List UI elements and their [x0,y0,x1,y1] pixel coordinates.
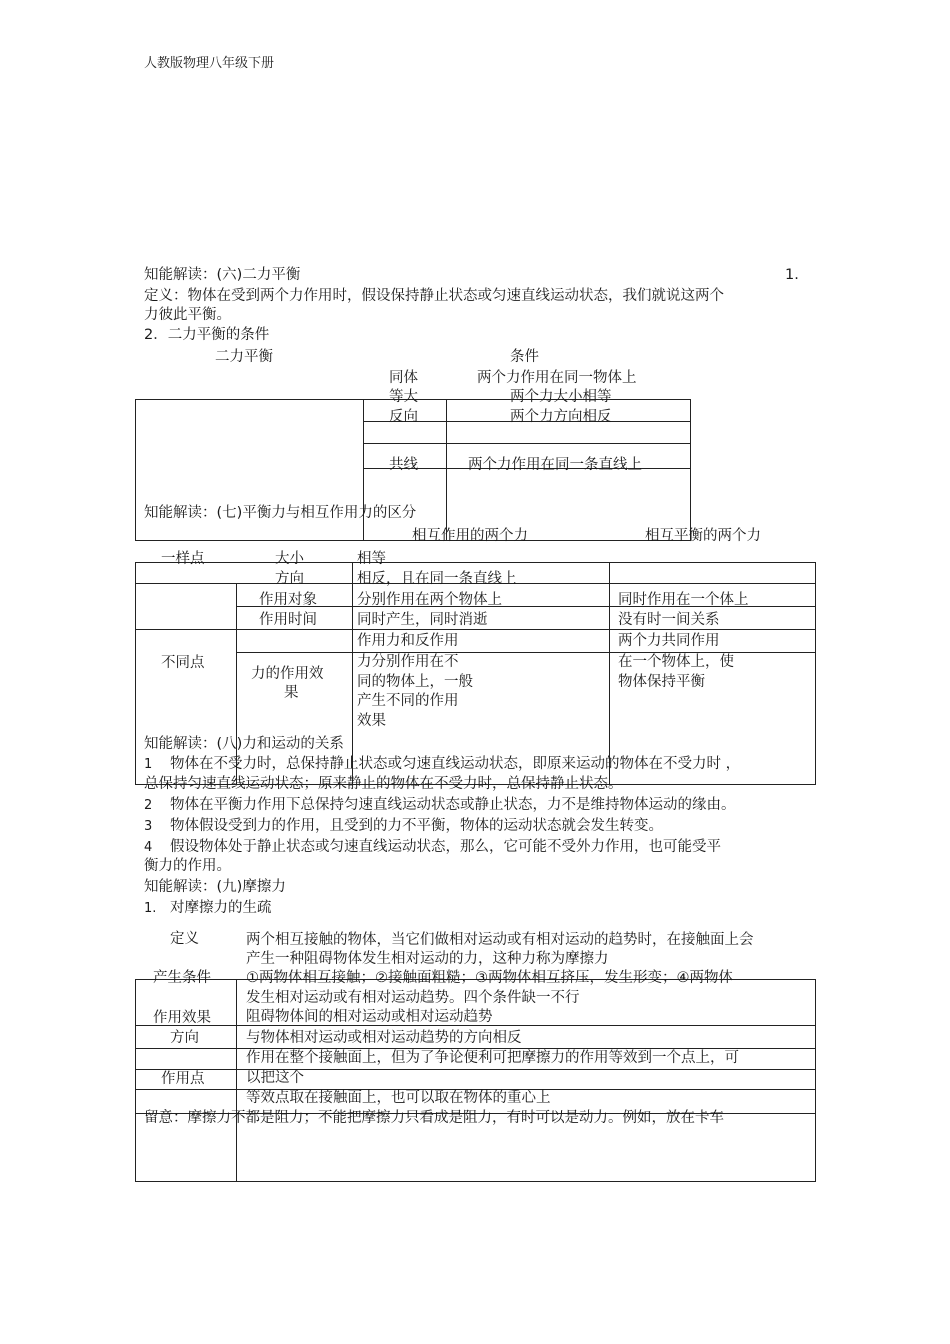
table-cell: 作用在整个接触面上，但为了争论便利可把摩擦力的作用等效到一个点上，可 [246,1050,739,1066]
subsection-title: 对摩擦力的生疏 [170,900,272,916]
table-cell: 反向 [389,409,418,425]
section-heading-motion: 知能解读：(八)力和运动的关系 [144,736,344,752]
table-cell: 阻碍物体间的相对运动或相对运动趋势 [246,1009,493,1025]
table-cell: 没有时一间关系 [618,612,720,628]
item-number: 3 [144,819,153,834]
table-cell: 相反，且在同一条直线上 [357,571,517,587]
table-cell: 同时作用在一个体上 [618,592,749,608]
paragraph-line: 物体假设受到力的作用，且受到的力不平衡，物体的运动状态就会发生转变。 [170,818,663,834]
table-cell: 产生不同的作用 [357,693,459,709]
table-cell: 产生一种阻碍物体发生相对运动的力，这种力称为摩擦力 [246,951,609,967]
table-cell: 与物体相对运动或相对运动趋势的方向相反 [246,1030,522,1046]
table-cell: ①两物体相互接触；②接触面粗糙；③两物体相互挤压，发生形变；④两物体 [246,970,733,986]
table-cell: 同时产生，同时消逝 [357,612,488,628]
table-cell: 两个力方向相反 [510,409,612,425]
conditions-title: 2．二力平衡的条件 [144,327,270,343]
table-cell: 力的作用效 [251,666,324,682]
table-cell: 分别作用在两个物体上 [357,592,502,608]
paragraph-line: 衡力的作用。 [144,858,231,874]
table-cell: 效果 [357,713,386,729]
paragraph-line: 假设物体处于静止状态或匀速直线运动状态，那么，它可能不受外力作用，也可能受平 [170,839,721,855]
section-heading-distinction: 知能解读：(七)平衡力与相互作用力的区分 [144,505,417,521]
section-heading-balance: 知能解读：(六)二力平衡 [144,267,301,283]
table-cell: 在一个物体上，使 [618,654,734,670]
table-divider [236,979,237,1182]
table-cell: 物体保持平衡 [618,674,705,690]
paragraph-line: 物体在平衡力作用下总保持匀速直线运动状态或静止状态，力不是维持物体运动的缘由。 [170,797,736,813]
table-cell: 作用对象 [259,592,317,608]
table-cell: 两个力作用在同一物体上 [477,370,637,386]
table-cell: 等效点取在接触面上，也可以取在物体的重心上 [246,1090,551,1106]
table-cell: 两个相互接触的物体，当它们做相对运动或有相对运动的趋势时，在接触面上会 [246,932,754,948]
table-cell: 两个力作用在同一条直线上 [468,457,642,473]
table-cell: 相等 [357,551,386,567]
row-label: 方向 [170,1030,199,1046]
table-divider [135,1069,816,1070]
table-cell: 发生相对运动或有相对运动趋势。四个条件缺一不行 [246,990,580,1006]
row-label: 产生条件 [153,970,211,986]
table-header: 条件 [510,349,539,365]
table-divider [609,562,610,785]
paragraph-line: 总保持匀速直线运动状态；原来静止的物体在不受力时，总保持静止状态。 [144,776,623,792]
table-cell: 两个力大小相等 [510,389,612,405]
table-cell: 大小 [275,551,304,567]
table-header: 相互平衡的两个力 [645,528,761,544]
table-cell: 力分别作用在不 [357,654,459,670]
table-cell: 两个力共同作用 [618,633,720,649]
definition-line: 定义：物体在受到两个力作用时，假设保持静止状态或匀速直线运动状态，我们就说这两个 [144,288,724,304]
table-cell: 作用力和反作用 [357,633,459,649]
row-label-same: 一样点 [161,551,205,567]
note-line: 留意：摩擦力不都是阻力；不能把摩擦力只看成是阻力，有时可以是动力。例如，放在卡车 [144,1110,724,1126]
item-number: 1 [144,757,153,772]
table-cell: 同的物体上，一般 [357,674,473,690]
table-divider [363,443,691,444]
table-cell: 共线 [389,457,418,473]
table-cell: 同体 [389,370,418,386]
table-header: 相互作用的两个力 [412,528,528,544]
table-divider [352,562,353,785]
table-cell: 作用时间 [259,612,317,628]
item-number: 1. [144,901,157,916]
item-number: 2 [144,798,153,813]
item-number: 1. [785,267,799,283]
table-cell: 以把这个 [246,1070,304,1086]
table-cell: 等大 [389,389,418,405]
row-label: 作用效果 [153,1010,211,1026]
book-title: 人教版物理八年级下册 [144,56,275,71]
section-heading-friction: 知能解读：(九)摩擦力 [144,879,286,895]
paragraph-line: 物体在不受力时，总保持静止状态或匀速直线运动状态，即原来运动的物体在不受力时 ， [170,756,741,772]
row-label-different: 不同点 [161,655,205,671]
row-label: 定义 [170,931,199,947]
table-cell: 果 [284,685,299,701]
definition-line: 力彼此平衡。 [144,307,231,323]
item-number: 4 [144,840,153,855]
table-header: 二力平衡 [215,349,273,365]
row-label: 作用点 [161,1071,205,1087]
table-cell: 方向 [275,571,304,587]
